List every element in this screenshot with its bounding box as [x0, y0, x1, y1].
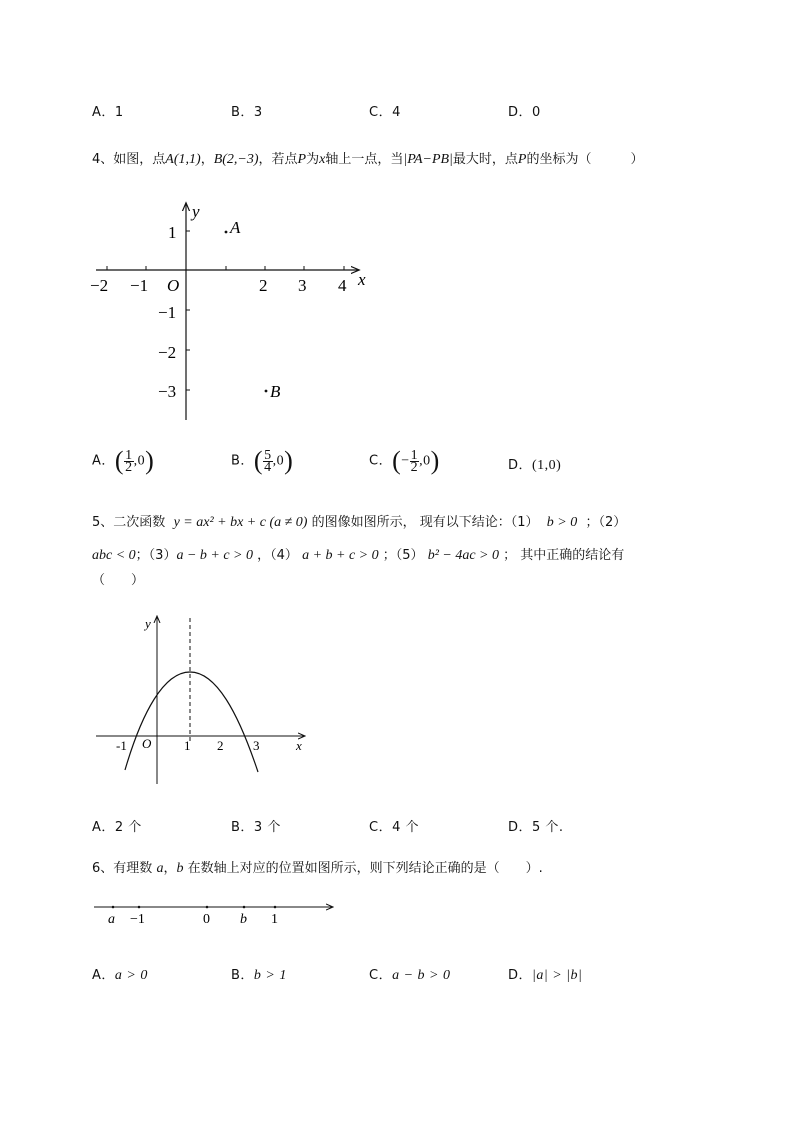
- q4-point-b-label: B: [270, 382, 281, 401]
- q4-option-c: C．(− $\frac{1}{2}$ ,0): [369, 446, 440, 475]
- q4-point-b-marker: [265, 390, 268, 393]
- q5-number: 5、: [92, 515, 114, 530]
- q4-option-d: D．(1,0): [508, 458, 562, 473]
- q4-point-a-marker: [225, 231, 228, 234]
- q6-option-b: B．b > 1: [231, 968, 287, 983]
- q5-option-b: B．3 个: [231, 820, 281, 835]
- q5-parabola-curve: [125, 672, 258, 772]
- q6-label-minus-one: −1: [130, 912, 145, 927]
- q3-option-b: B．3: [231, 105, 263, 120]
- q4-y-tick: −3: [158, 382, 177, 401]
- q5-option-d: D．5 个.: [508, 820, 564, 835]
- q5-answer-blank: （ ）: [92, 573, 145, 588]
- q4-y-tick: 1: [168, 223, 177, 242]
- q4-origin-label: O: [167, 276, 180, 295]
- q5-x-tick: -1: [116, 738, 127, 753]
- q4-x-tick: 3: [298, 276, 307, 295]
- q6-label-zero: 0: [203, 912, 210, 927]
- q4-y-tick: −1: [158, 303, 177, 322]
- q4-x-tick: −1: [130, 276, 149, 295]
- q4-x-tick: 4: [338, 276, 347, 295]
- q4-number: 4、: [92, 152, 114, 167]
- q5-x-tick: 3: [253, 738, 260, 753]
- q4-x-tick: 2: [259, 276, 268, 295]
- point-b-coord: B(2,−3): [213, 152, 259, 167]
- q6-option-d: D．|a| > |b|: [508, 968, 583, 983]
- q6-label-b: b: [240, 912, 247, 927]
- q6-option-c: C．a − b > 0: [369, 968, 451, 983]
- q6-number: 6、: [92, 861, 114, 876]
- q4-stem: 4、如图，点A(1,1)，B(2,−3)，若点P为x轴上一点，当|PA−PB|最大时，点P的坐标为（ ）: [92, 152, 644, 167]
- q5-parabola-graph: [92, 612, 312, 790]
- abs-expression: |PA−PB|: [403, 152, 453, 167]
- q6-label-one: 1: [271, 912, 278, 927]
- q4-coordinate-graph: [88, 198, 378, 428]
- q5-x-tick: 2: [217, 738, 224, 753]
- q4-point-a-label: A: [230, 218, 241, 237]
- q5-formula: y = ax² + bx + c (a ≠ 0): [173, 515, 308, 530]
- q5-origin-label: O: [142, 736, 152, 751]
- q4-x-tick: −2: [90, 276, 109, 295]
- q5-option-c: C．4 个: [369, 820, 419, 835]
- q4-y-tick: −2: [158, 343, 177, 362]
- q5-option-a: A．2 个: [92, 820, 142, 835]
- q5-x-axis-label: x: [296, 738, 302, 753]
- q5-stem-line1: 5、二次函数 y = ax² + bx + c (a ≠ 0) 的图像如图所示， 现有以下结论：（1） b > 0 ；（2）: [92, 515, 627, 530]
- point-a-coord: A(1,1): [165, 152, 201, 167]
- q6-option-a: A．a > 0: [92, 968, 148, 983]
- q4-option-b: B．( $\frac{5}{4}$ ,0): [231, 446, 294, 475]
- q4-y-axis-label: y: [192, 202, 200, 221]
- q4-x-axis-label: x: [358, 270, 366, 289]
- q5-stem-line2: abc < 0；（3）a − b + c > 0 ，（4） a + b + c > 0 ；（5） b² − 4ac > 0 ； 其中正确的结论有: [92, 548, 625, 563]
- q6-number-line: [92, 896, 342, 932]
- q5-y-axis-label: y: [145, 616, 151, 631]
- q3-option-a: A．1: [92, 105, 124, 120]
- q6-label-a: a: [108, 912, 115, 927]
- q6-stem: 6、有理数 a，b 在数轴上对应的位置如图所示，则下列结论正确的是（ ）.: [92, 861, 543, 876]
- q3-option-c: C．4: [369, 105, 401, 120]
- q3-option-d: D．0: [508, 105, 541, 120]
- q5-x-tick: 1: [184, 738, 191, 753]
- q4-option-a: A．( $\frac{1}{2}$ ,0): [92, 446, 155, 475]
